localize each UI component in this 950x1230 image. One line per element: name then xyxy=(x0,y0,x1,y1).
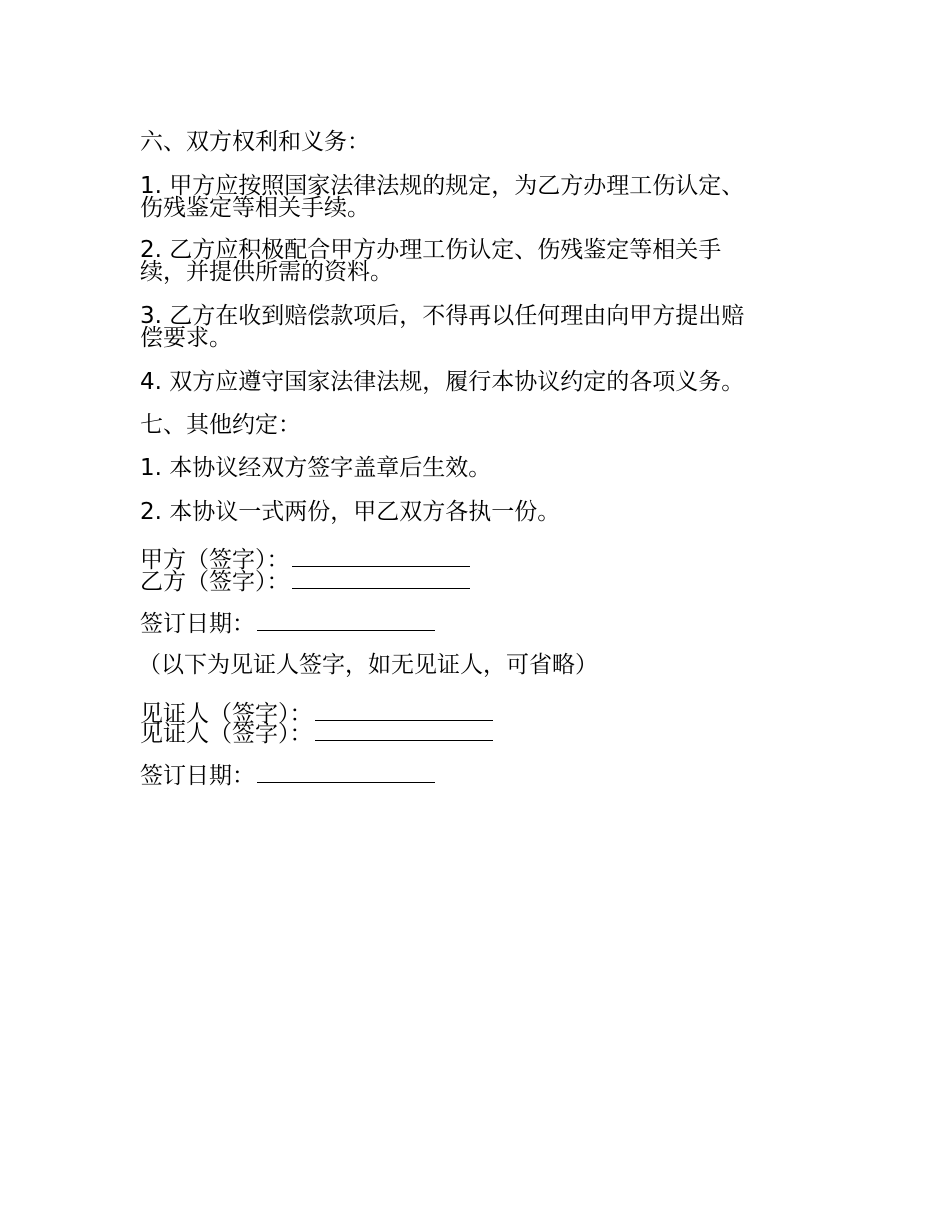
witness-2-signature-label: 见证人（签字）： xyxy=(140,721,313,747)
witness-signing-date-blank xyxy=(257,762,435,783)
section-6-item-3-line-1: 3. 乙方在收到赔偿款项后，不得再以任何理由向甲方提出赔 xyxy=(140,303,745,329)
section-6-item-4: 4. 双方应遵守国家法律法规，履行本协议约定的各项义务。 xyxy=(140,369,745,395)
signing-date xyxy=(140,610,435,636)
party-b-signature xyxy=(140,568,470,595)
party-a-signature xyxy=(140,546,470,573)
party-a-signature-label: 甲方（签字）： xyxy=(140,547,290,573)
witness-signing-date-label: 签订日期： xyxy=(140,763,255,789)
witness-signing-date xyxy=(140,762,435,788)
section-6-item-3-line-2: 偿要求。 xyxy=(140,325,232,351)
witness-2-signature xyxy=(140,720,493,747)
section-6-item-2-line-2: 续，并提供所需的资料。 xyxy=(140,259,393,285)
signing-date-blank xyxy=(257,610,435,631)
section-7-item-2: 2. 本协议一式两份，甲乙双方各执一份。 xyxy=(140,499,561,525)
party-b-signature-label: 乙方（签字）： xyxy=(140,569,290,595)
witness-1-signature-label: 见证人（签字）： xyxy=(140,701,313,727)
witness-note: （以下为见证人签字，如无见证人，可省略） xyxy=(138,652,598,678)
section-6-item-2-line-1: 2. 乙方应积极配合甲方办理工伤认定、伤残鉴定等相关手 xyxy=(140,237,722,263)
section-6-item-1-line-2: 伤残鉴定等相关手续。 xyxy=(140,195,370,221)
section-6-heading: 六、双方权利和义务： xyxy=(140,129,370,155)
witness-2-signature-blank xyxy=(315,720,493,741)
party-b-signature-blank xyxy=(292,568,470,589)
section-6-item-1-line-1: 1. 甲方应按照国家法律法规的规定，为乙方办理工伤认定、 xyxy=(140,173,745,199)
witness-1-signature-blank xyxy=(315,700,493,721)
section-7-item-1: 1. 本协议经双方签字盖章后生效。 xyxy=(140,455,492,481)
party-a-signature-blank xyxy=(292,546,470,567)
section-7-heading: 七、其他约定： xyxy=(140,412,301,438)
signing-date-label: 签订日期： xyxy=(140,611,255,637)
